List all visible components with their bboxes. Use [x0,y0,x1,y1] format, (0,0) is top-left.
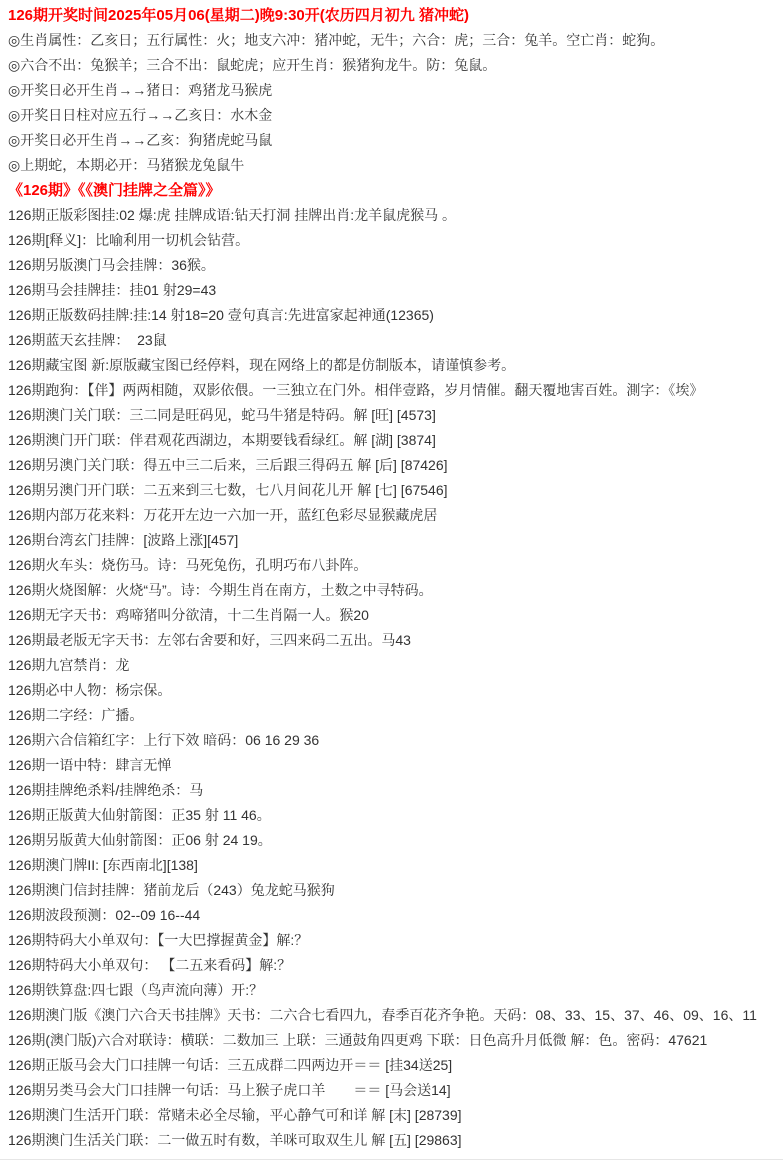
content-line: 126期澳门生活关门联：二一做五时有数，羊咪可取双生儿 解 [五] [29863] [8,1132,462,1148]
content-line: 126期正版数码挂牌:挂:14 射18=20 壹句真言:先进富家起神通(12365) [8,307,434,323]
content-line: ◎开奖日必开生肖→→乙亥：狗猪虎蛇马鼠 [8,132,273,148]
content-line: 126期六合信箱红字：上行下效 暗码：06 16 29 36 [8,732,320,748]
content-line: 126期台湾玄门挂牌：[波路上涨][457] [8,532,239,548]
content-line: 126期内部万花来料：万花开左边一六加一开，蓝红色彩尽显猴藏虎居 [8,507,438,523]
content-line: 126期特码大小单双句： 【二五来看码】解:？ [8,957,292,973]
content-line: 126期正版黄大仙射箭图：正35 射 11 46。 [8,807,271,823]
content-line: 126期另类马会大门口挂牌一句话：马上猴子虎口羊 ＝＝ [马会送14] [8,1082,451,1098]
content-line: ◎生肖属性：乙亥日；五行属性：火；地支六冲：猪冲蛇，无牛；六合：虎；三合：兔羊。空亡肖：蛇狗。 [8,32,665,48]
section-title: 《126期》《《澳门挂牌之全篇》》 [8,182,221,199]
content-line: 126期澳门版《澳门六合天书挂牌》天书：二六合七看四九，春季百花齐争艳。天码：08、33、15、37、46、09、16、11 [8,1007,757,1023]
content-line: 126期另澳门开门联：二五来到三七数，七八月间花儿开 解 [七] [67546] [8,482,448,498]
content-line: 126期火烧图解：火烧“马”。诗：今期生肖在南方，土数之中寻特码。 [8,582,433,598]
content-line: 126期挂牌绝杀料/挂牌绝杀：马 [8,782,204,798]
content-line: 126期另澳门关门联：得五中三二后来，三后跟三得码五 解 [后] [87426] [8,457,448,473]
content-line: ◎开奖日必开生肖→→猪日：鸡猪龙马猴虎 [8,82,273,98]
content-line: 126期正版彩图挂:02 爆:虎 挂牌成语:钻天打洞 挂牌出肖:龙羊鼠虎猴马 。 [8,207,457,223]
content-line: 126期马会挂牌挂：挂01 射29=43 [8,282,217,298]
content-line: 126期特码大小单双句：【一大巴撑握黄金】解:？ [8,932,309,948]
content-line: 126期澳门开门联：伴君观花西湖边，本期要钱看绿红。解 [湖] [3874] [8,432,436,448]
draw-time-header: 126期开奖时间2025年05月06(星期二)晚9:30开(农历四月初九 猪冲蛇) [8,7,469,24]
content-line: 126期九宫禁肖：龙 [8,657,130,673]
content-line: 126期澳门牌II: [东西南北][138] [8,857,198,873]
content-line: 126期跑狗：【伴】两两相随，双影依偎。一三独立在门外。相伴壹路，岁月情催。翻天覆地害百姓。測字：《埃》 [8,382,704,398]
content-line: 126期澳门关门联：三二同是旺码见，蛇马牛猪是特码。解 [旺] [4573] [8,407,436,423]
content-line: 126期火车头：烧伤马。诗：马死兔伤，孔明巧布八卦阵。 [8,557,368,573]
content-line: 126期必中人物：杨宗保。 [8,682,172,698]
content-line: ◎开奖日日柱对应五行→→乙亥日：水木金 [8,107,273,123]
content-line: ◎上期蛇，本期必开：马猪猴龙兔鼠牛 [8,157,245,173]
content-line: 126期正版马会大门口挂牌一句话：三五成群二四两边开＝＝ [挂34送25] [8,1057,453,1073]
content-line: ◎六合不出：兔猴羊；三合不出：鼠蛇虎；应开生肖：猴猪狗龙牛。防：兔鼠。 [8,57,497,73]
content-line: 126期另版澳门马会挂牌：36猴。 [8,257,215,273]
content-line: 126期澳门信封挂牌：猪前龙后（243）兔龙蛇马猴狗 [8,882,335,898]
content-line: 126期二字经：广播。 [8,707,144,723]
content-line: 126期蓝天玄挂牌： 23鼠 [8,332,167,348]
content-line: 126期[释义]：比喻利用一切机会钻营。 [8,232,250,248]
content-line: 126期无字天书：鸡啼猪叫分欲清，十二生肖隔一人。猴20 [8,607,369,623]
content-line: 126期藏宝图 新:原版藏宝图已经停料，现在网络上的都是仿制版本，请谨慎参考。 [8,357,516,373]
footer-divider [0,1159,783,1160]
content-line: 126期一语中特：肆言无惮 [8,757,172,773]
content-line: 126期另版黄大仙射箭图：正06 射 24 19。 [8,832,272,848]
content-line: 126期铁算盘:四七跟（鸟声流向薄）开:？ [8,982,264,998]
content-line: 126期波段预测：02--09 16--44 [8,907,201,923]
content-line: 126期最老版无字天书：左邻右舍要和好，三四来码二五出。马43 [8,632,411,648]
content-line: 126期(澳门版)六合对联诗：横联：二数加三 上联：三通鼓角四更鸡 下联：日色高升月低微 解：色。密码：47621 [8,1032,708,1048]
content-line: 126期澳门生活开门联：常赌未必全尽输，平心静气可和详 解 [末] [28739] [8,1107,462,1123]
